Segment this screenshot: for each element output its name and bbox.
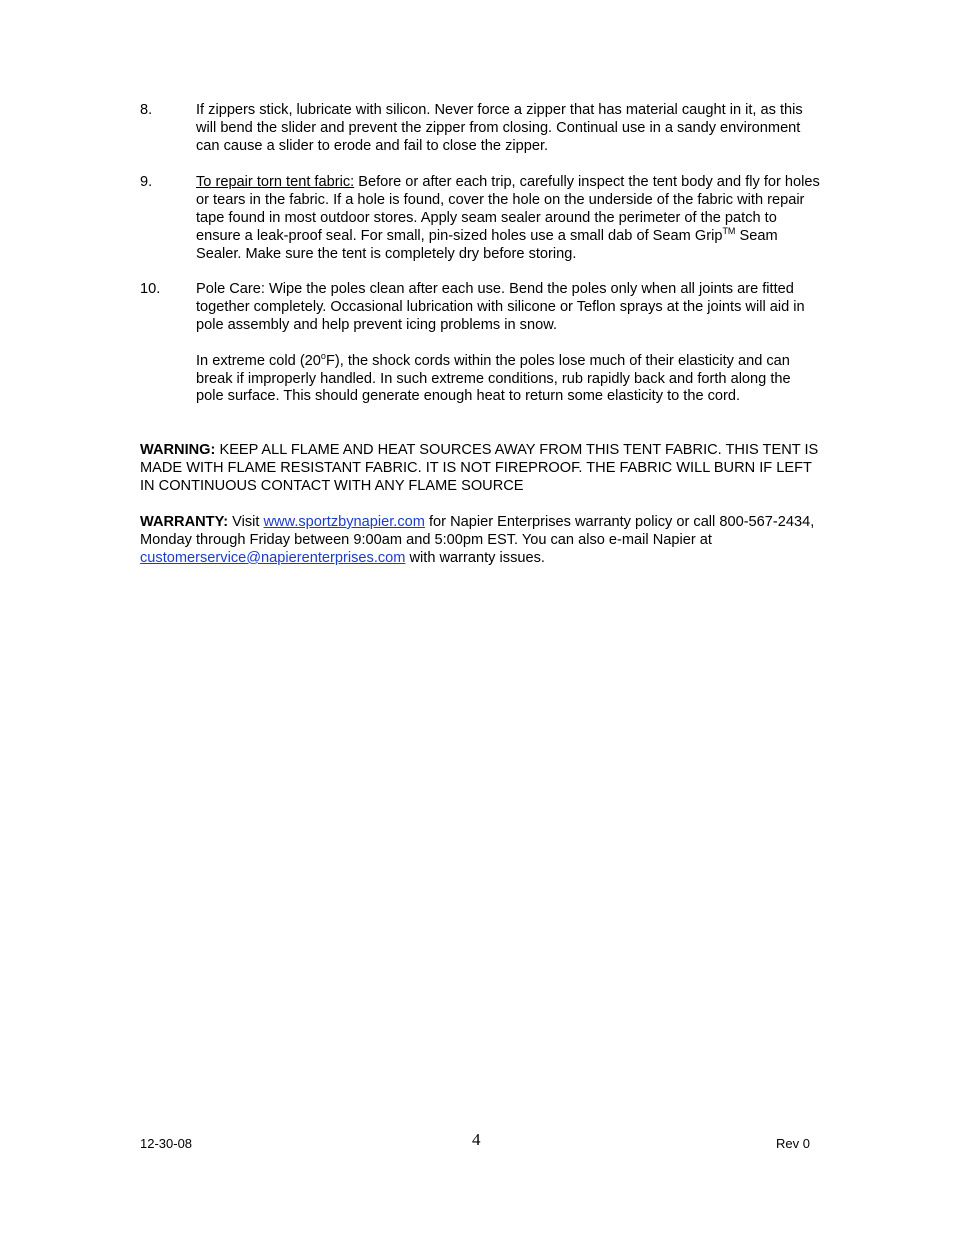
item-text bbox=[196, 102, 820, 156]
item-number: 8. bbox=[140, 102, 153, 118]
item-text-part: Seam Sealer. Make sure the tent is completely dry before storing. bbox=[196, 227, 778, 262]
item-paragraph: Pole Care: Wipe the poles clean after each use. Bend the poles only when all joints are fitted together completely. Occasional lubrication with silicone or Teflon sprays at the joints will aid in pole assembly and help prevent icing problems in snow. bbox=[196, 281, 805, 333]
item-number: 10. bbox=[140, 281, 161, 297]
item-text-part: In extreme cold (20 bbox=[196, 352, 321, 369]
item-heading: To repair torn tent fabric: bbox=[196, 174, 355, 190]
warranty-block bbox=[140, 514, 820, 568]
footer-revision: Rev 0 bbox=[776, 1136, 810, 1151]
item-paragraph bbox=[196, 174, 820, 264]
item-number: 9. bbox=[140, 174, 153, 190]
item-paragraph: If zippers stick, lubricate with silicon. Never force a zipper that has material caught in it, as this will bend the slider and prevent the zipper from closing. Continual use in a sandy environment can cause a slider to erode and fail to close the zipper. bbox=[196, 102, 803, 154]
website-link[interactable]: www.sportzbynapier.com bbox=[263, 514, 425, 530]
item-text-part: F), the shock cords within the poles lose much of their elasticity and can break if improperly handled. In such extreme conditions, rub rapidly back and forth along the pole surface. This should generate enough heat to return some elasticity to the cord. bbox=[196, 352, 791, 405]
warning-paragraph bbox=[140, 442, 820, 496]
email-link[interactable]: customerservice@napierenterprises.com bbox=[140, 549, 406, 566]
warranty-text: with warranty issues. bbox=[405, 549, 545, 566]
warranty-label: WARRANTY: bbox=[140, 514, 229, 530]
warranty-text: Visit bbox=[228, 514, 264, 530]
footer-date: 12-30-08 bbox=[140, 1136, 193, 1151]
item-text bbox=[196, 281, 820, 406]
warning-label: WARNING: bbox=[140, 442, 216, 458]
item-paragraph-2 bbox=[196, 350, 820, 407]
trademark-superscript: TM bbox=[722, 225, 736, 236]
warning-text: KEEP ALL FLAME AND HEAT SOURCES AWAY FROM THIS TENT FABRIC. THIS TENT IS MADE WITH FLAME RESISTANT FABRIC. IT IS NOT FIREPROOF. THE FABRIC WILL BURN IF LEFT IN CONTINUOUS CONTACT WITH ANY FLAME SOURCE bbox=[140, 442, 819, 494]
item-text bbox=[196, 174, 820, 264]
item-text-part: Before or after each trip, carefully inspect the tent body and fly for holes or tears in the fabric. If a hole is found, cover the hole on the underside of the fabric with repair tape found in most outdoor stores. Apply seam sealer around the perimeter of the patch to ensure a leak-proof seal. For small, pin-sized holes use a small dab of Seam Grip bbox=[196, 174, 820, 244]
warranty-paragraph bbox=[140, 514, 820, 568]
page-number: 4 bbox=[472, 1130, 481, 1149]
degree-superscript: o bbox=[320, 350, 326, 361]
warning-block bbox=[140, 442, 820, 496]
warranty-text: for Napier Enterprises warranty policy or call 800-567-2434, Monday through Friday between 9:00am and 5:00pm EST. You can also e-mail Napier at bbox=[140, 514, 815, 548]
